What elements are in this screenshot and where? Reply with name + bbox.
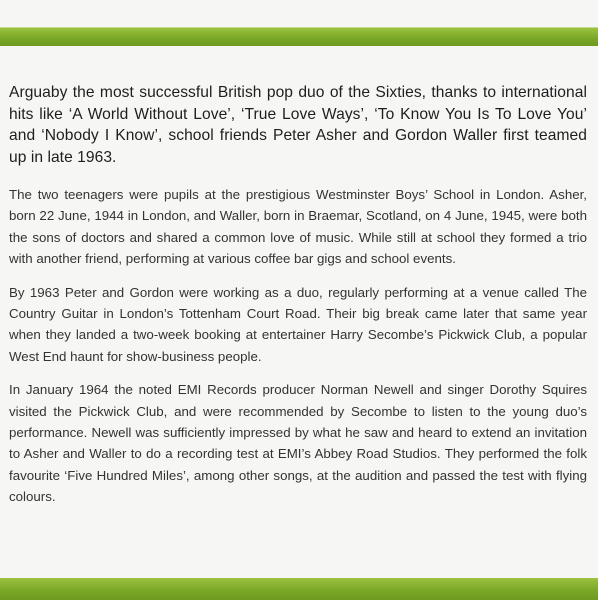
bottom-accent-band (0, 578, 598, 600)
body-paragraph-1: The two teenagers were pupils at the prestigious Westminster Boys’ School in London. Asher, born 22 June, 1944 in London, and Waller, born in Braemar, Scotland, on 4 June, 1945, were both the sons of doctors and shared a common love of music. While still at school they formed a trio with another friend, performing at various coffee bar gigs and school events. (9, 187, 587, 267)
top-accent-band (0, 28, 598, 46)
article-body (9, 82, 587, 520)
body-paragraph-3: In January 1964 the noted EMI Records producer Norman Newell and singer Dorothy Squires visited the Pickwick Club, and were recommended by Secombe to listen to the young duo’s performance. Newell was sufficiently impressed by what he saw and heard to extend an invitation to Asher and Waller to do a recording test at EMI’s Abbey Road Studios. They performed the folk favourite ‘Five Hundred Miles’, among other songs, at the audition and passed the test with flying colours. (9, 382, 587, 505)
lead-paragraph: Arguaby the most successful British pop duo of the Sixties, thanks to international hits like ‘A World Without Love’, ‘True Love Ways’, ‘To Know You Is To Love You’ and ‘Nobody I Know’, school friends Peter Asher and Gordon Waller first teamed up in late 1963. (9, 84, 587, 166)
body-paragraph-2: By 1963 Peter and Gordon were working as a duo, regularly performing at a venue called The Country Guitar in London’s Tottenham Court Road. Their big break came later that same year when they landed a two-week booking at entertainer Harry Secombe’s Pickwick Club, a popular West End haunt for show-business people. (9, 284, 587, 364)
